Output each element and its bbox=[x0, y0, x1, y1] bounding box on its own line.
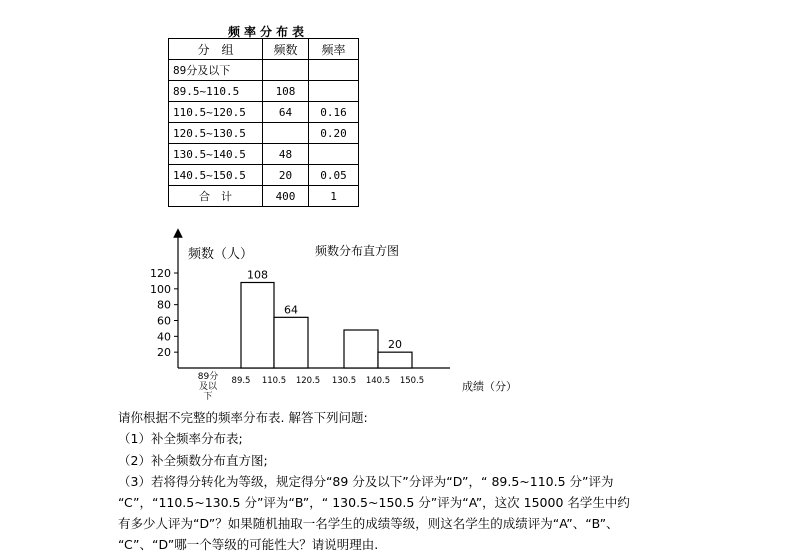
bar-value-label: 20 bbox=[388, 338, 402, 352]
header-frequency: 频率 bbox=[309, 39, 359, 60]
question-intro: 请你根据不完整的频率分布表. 解答下列问题: bbox=[118, 410, 368, 425]
question-3-line-4: “C”、“D”哪一个等级的可能性大？请说明理由. bbox=[118, 537, 379, 552]
cell-group: 110.5~120.5 bbox=[169, 102, 263, 123]
cell-group: 140.5~150.5 bbox=[169, 165, 263, 186]
table-title: 频率分布表 bbox=[228, 25, 309, 39]
table-row bbox=[169, 102, 359, 123]
question-1: （1）补全频率分布表; bbox=[118, 431, 243, 446]
cell-frequency: 1 bbox=[309, 186, 359, 207]
chart-title: 频数分布直方图 bbox=[315, 244, 400, 258]
cell-frequency bbox=[309, 60, 359, 81]
x-ticks bbox=[198, 370, 424, 402]
cell-count: 20 bbox=[263, 165, 309, 186]
cell-frequency bbox=[309, 144, 359, 165]
cell-count: 400 bbox=[263, 186, 309, 207]
y-tick-label: 20 bbox=[157, 346, 171, 360]
histogram-bar bbox=[344, 330, 378, 368]
x-axis-label: 成绩（分） bbox=[462, 380, 517, 393]
x-tick-label: 110.5 bbox=[261, 376, 287, 386]
histogram-bar bbox=[378, 352, 412, 368]
cell-frequency: 0.16 bbox=[309, 102, 359, 123]
cell-group: 89分及以下 bbox=[169, 60, 263, 81]
table-row bbox=[169, 123, 359, 144]
table-row bbox=[169, 81, 359, 102]
header-count: 频数 bbox=[263, 39, 309, 60]
cell-count bbox=[263, 123, 309, 144]
histogram-bar bbox=[274, 317, 308, 368]
x-tick-label: 89分 bbox=[197, 372, 219, 382]
cell-group: 合 计 bbox=[169, 186, 263, 207]
cell-frequency: 0.20 bbox=[309, 123, 359, 144]
y-tick-label: 120 bbox=[150, 267, 171, 280]
cell-count: 64 bbox=[263, 102, 309, 123]
x-tick-label: 130.5 bbox=[331, 376, 357, 386]
table-row bbox=[169, 60, 359, 81]
bars bbox=[241, 269, 412, 369]
question-3-line-2: “C”，“110.5~130.5 分”评为“B”，“ 130.5~150.5 分”评为“A”，这次 15000 名学生中约 bbox=[118, 495, 630, 510]
header-group: 分 组 bbox=[169, 39, 263, 60]
cell-frequency bbox=[309, 81, 359, 102]
frequency-table bbox=[168, 38, 359, 207]
question-3-line-3: 有多少人评为“D”？如果随机抽取一名学生的成绩等级，则这名学生的成绩评为“A”、“B”、 bbox=[118, 516, 619, 531]
histogram-bar bbox=[241, 283, 274, 369]
cell-count bbox=[263, 60, 309, 81]
cell-frequency: 0.05 bbox=[309, 165, 359, 186]
table-row bbox=[169, 144, 359, 165]
y-tick-label: 60 bbox=[157, 314, 171, 328]
y-axis-label: 频数（人） bbox=[188, 247, 254, 262]
y-tick-label: 80 bbox=[157, 298, 171, 312]
x-tick-label: 120.5 bbox=[295, 376, 321, 386]
x-tick-label: 150.5 bbox=[399, 376, 425, 386]
cell-group: 120.5~130.5 bbox=[169, 123, 263, 144]
x-tick-label: 89.5 bbox=[231, 376, 251, 386]
cell-group: 89.5~110.5 bbox=[169, 81, 263, 102]
cell-count: 108 bbox=[263, 81, 309, 102]
question-3-line-1: （3）若将得分转化为等级，规定得分“89 分及以下”分评为“D”，“ 89.5~110.5 分”评为 bbox=[118, 474, 614, 489]
y-tick-label: 40 bbox=[157, 330, 171, 344]
table-row-total bbox=[169, 186, 359, 207]
frequency-histogram bbox=[140, 225, 540, 405]
table-header-row bbox=[169, 39, 359, 60]
y-ticks bbox=[150, 267, 178, 359]
question-2: （2）补全频数分布直方图; bbox=[118, 453, 268, 468]
bar-value-label: 108 bbox=[247, 268, 268, 282]
x-tick-label: 140.5 bbox=[365, 376, 391, 386]
cell-group: 130.5~140.5 bbox=[169, 144, 263, 165]
x-tick-label: 及以 bbox=[198, 382, 218, 392]
table-row bbox=[169, 165, 359, 186]
x-tick-label: 下 bbox=[203, 392, 213, 402]
cell-count: 48 bbox=[263, 144, 309, 165]
bar-value-label: 64 bbox=[284, 303, 298, 317]
y-tick-label: 100 bbox=[150, 282, 171, 296]
